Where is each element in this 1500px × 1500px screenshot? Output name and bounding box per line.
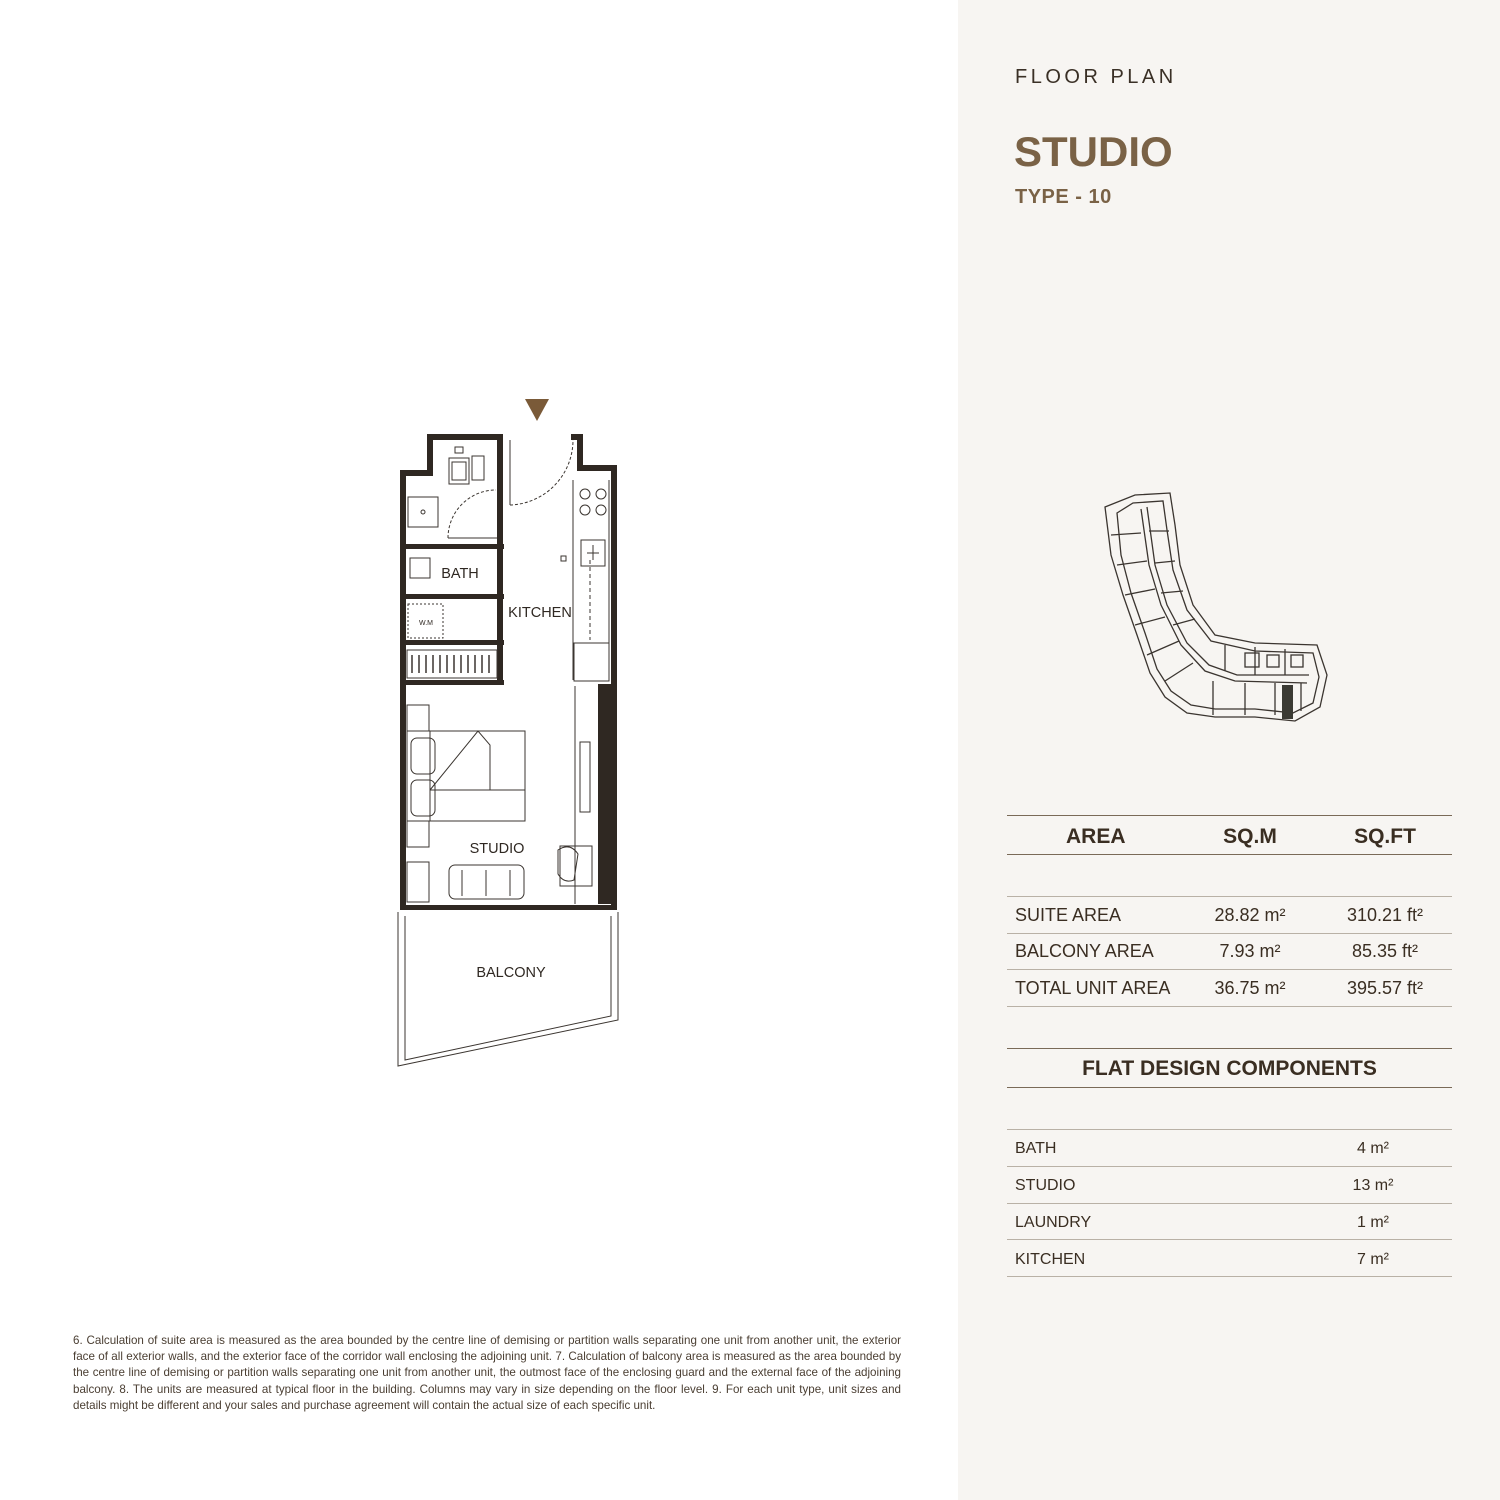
disclaimer-footnote: 6. Calculation of suite area is measured as the area bounded by the centre line of demising or partition walls separating one unit from another unit, the exterior face of all exterior walls, and the exterior face of the corridor wall enclosing the adjoining unit. 7. Calculation of balcony area is measured as the area bounded by the centre line of demising or partition walls separating one unit from another unit, the outmost face of the enclosing guard and the external face of the adjoining balcony. 8. The units are measured at typical floor in the building. Columns may vary in size depending on the floor level. 9. For each unit type, unit sizes and details might be different and your sales and purchase agreement will contain the actual size of each specific unit. xyxy=(73,1334,901,1412)
component-value: 1 m² xyxy=(1357,1214,1389,1231)
washing-machine-label: W.M xyxy=(419,620,433,627)
table-row xyxy=(1007,897,1452,933)
component-value: 4 m² xyxy=(1357,1140,1389,1157)
entrance-arrow-icon xyxy=(525,399,549,421)
component-label: KITCHEN xyxy=(1015,1251,1086,1268)
building-key-plan xyxy=(1095,485,1335,730)
table-row xyxy=(1007,970,1452,1006)
row-label: TOTAL UNIT AREA xyxy=(1015,978,1171,998)
unit-title: STUDIO xyxy=(1014,128,1173,175)
list-item xyxy=(1007,1130,1452,1166)
component-label: STUDIO xyxy=(1015,1177,1076,1194)
component-value: 7 m² xyxy=(1357,1251,1389,1268)
floor-plan-drawing xyxy=(390,390,630,1080)
col-header-area: AREA xyxy=(1066,825,1126,848)
row-sqm: 36.75 m² xyxy=(1214,978,1286,998)
row-sqft: 310.21 ft² xyxy=(1346,905,1424,925)
row-sqm: 7.93 m² xyxy=(1219,941,1281,961)
section-eyebrow: FLOOR PLAN xyxy=(1015,66,1177,88)
list-item xyxy=(1007,1167,1452,1203)
room-label-kitchen: KITCHEN xyxy=(508,605,572,621)
col-header-sqft: SQ.FT xyxy=(1354,825,1416,848)
list-item xyxy=(1007,1241,1452,1277)
component-value: 13 m² xyxy=(1352,1177,1394,1194)
row-label: BALCONY AREA xyxy=(1015,941,1154,961)
components-title: FLAT DESIGN COMPONENTS xyxy=(1082,1057,1377,1080)
component-label: LAUNDRY xyxy=(1015,1214,1092,1231)
row-sqm: 28.82 m² xyxy=(1214,905,1286,925)
room-label-balcony: BALCONY xyxy=(476,965,546,981)
room-label-bath: BATH xyxy=(441,566,479,582)
unit-type: TYPE - 10 xyxy=(1015,186,1112,208)
row-label: SUITE AREA xyxy=(1015,905,1122,925)
col-header-sqm: SQ.M xyxy=(1223,825,1277,848)
component-label: BATH xyxy=(1015,1140,1057,1157)
row-sqft: 85.35 ft² xyxy=(1351,941,1419,961)
row-sqft: 395.57 ft² xyxy=(1346,978,1424,998)
highlighted-unit xyxy=(1282,685,1293,719)
table-row xyxy=(1007,933,1452,969)
list-item xyxy=(1007,1204,1452,1240)
room-label-studio: STUDIO xyxy=(469,841,525,857)
